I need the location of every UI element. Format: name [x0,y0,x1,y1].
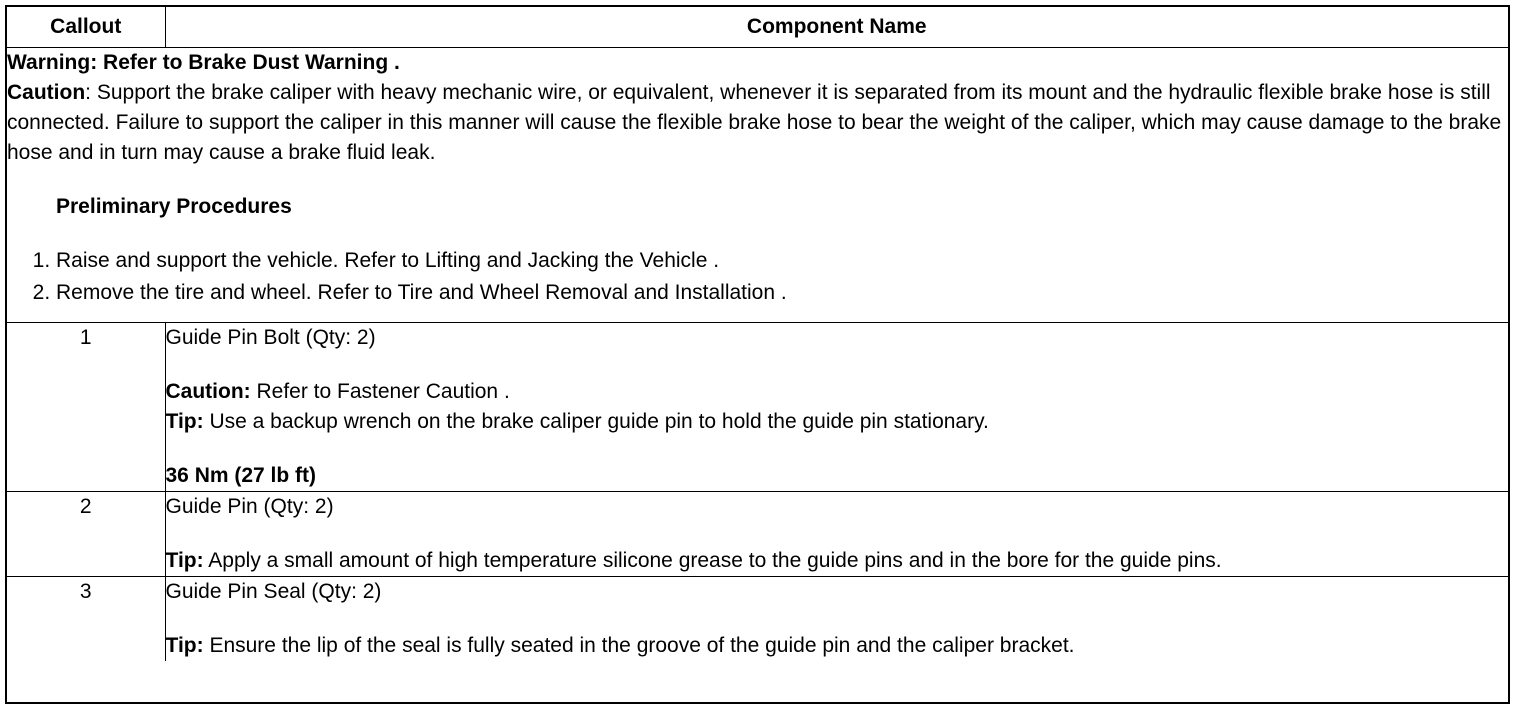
callout-number: 3 [7,577,165,662]
tip-line [166,546,1509,576]
intro-row [7,48,1508,323]
tip-line [166,407,1509,437]
header-row [7,7,1508,48]
table-row [7,323,1508,492]
component-table [7,7,1508,661]
caution-label: Caution: [165,380,251,403]
tip-text: Ensure the lip of the seal is fully seated in the groove of the guide pin and the caliper bracket. [203,634,1075,657]
callout-header: Callout [7,7,165,48]
component-cell [165,577,1508,662]
preliminary-procedures-title: Preliminary Procedures [56,195,292,218]
tip-text: Use a backup wrench on the brake caliper guide pin to hold the guide pin stationary. [203,410,989,433]
component-cell [165,323,1508,492]
callout-number: 2 [7,492,165,577]
tip-label: Tip: [165,634,204,657]
torque-spec: 36 Nm (27 lb ft) [165,464,317,487]
table-row [7,492,1508,577]
caution-text: Refer to Fastener Caution . [250,380,510,403]
component-cell [165,492,1508,577]
warning-line [7,48,1508,78]
step-item: 1. Raise and support the vehicle. Refer to Lifting and Jacking the Vehicle . [56,246,1508,276]
intro-cell [7,48,1508,323]
caution-label: Caution [7,81,86,104]
caution-text: : Support the brake caliper with heavy mechanic wire, or equivalent, whenever it is separated from its mount and the hydraulic flexible brake hose is still connected. Failure to support the caliper in this manner will cause the flexible brake hose to bear the weight of the caliper, which may cause damage to the brake hose and in turn may cause a brake fluid leak. [7,81,1502,164]
preliminary-steps-list [7,246,1508,308]
procedure-sheet [5,5,1510,704]
tip-line [166,631,1509,661]
warning-label: Warning: [7,51,98,74]
warning-text: Refer to Brake Dust Warning . [97,51,400,74]
caution-line [166,377,1509,407]
tip-label: Tip: [165,549,204,572]
step-item: 2. Remove the tire and wheel. Refer to Tire and Wheel Removal and Installation . [56,278,1508,308]
caution-paragraph [7,78,1508,168]
component-name: Guide Pin Seal (Qty: 2) [165,580,382,603]
component-name: Guide Pin Bolt (Qty: 2) [165,326,376,349]
component-name: Guide Pin (Qty: 2) [165,495,334,518]
tip-text: Apply a small amount of high temperature silicone grease to the guide pins and in the bore for the guide pins. [203,549,1222,572]
component-name-header: Component Name [165,7,1508,48]
table-row [7,577,1508,662]
callout-number: 1 [7,323,165,492]
tip-label: Tip: [165,410,204,433]
